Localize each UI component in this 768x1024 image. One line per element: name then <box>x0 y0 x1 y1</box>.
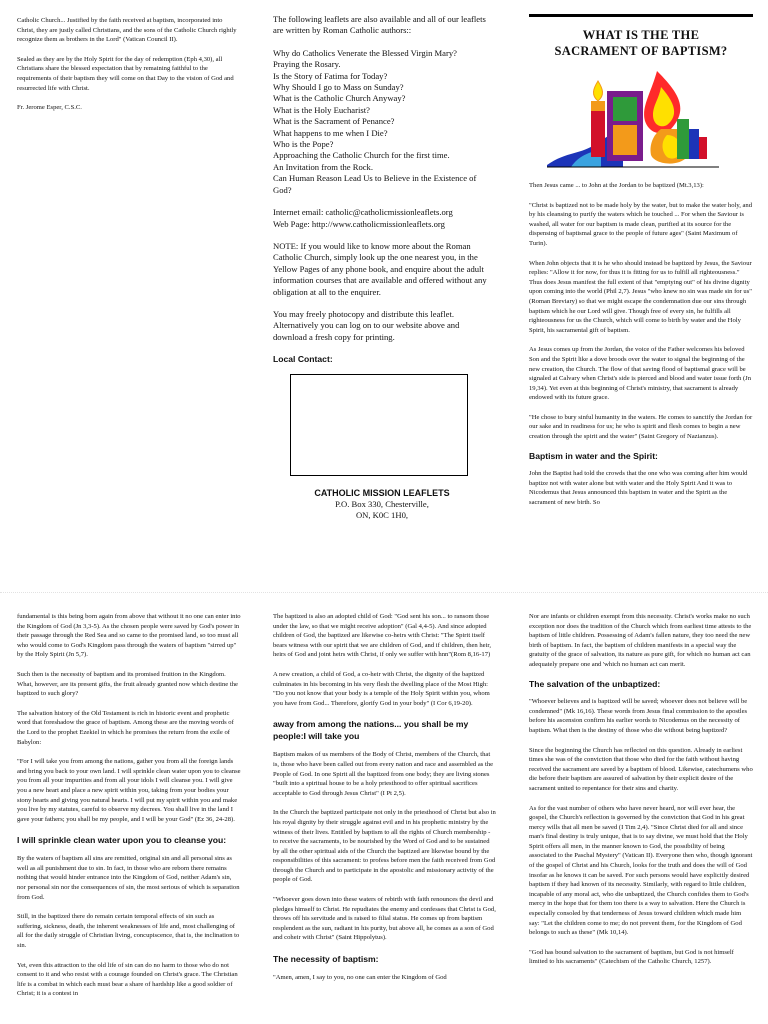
copy-paragraph: You may freely photocopy and distribute this leaflet. Alternatively you can log on to our website above and download a fresh copy for printing. <box>273 308 460 342</box>
local-contact-label: Local Contact: <box>273 354 333 365</box>
candle <box>591 111 605 157</box>
flame-icon <box>593 81 602 101</box>
section-heading: I will sprinkle clean water upon you to cleanse you: <box>17 835 227 846</box>
org-name: CATHOLIC MISSION LEAFLETS <box>314 487 450 498</box>
panel4-para3: The salvation history of the Old Testament is rich in historic event and prophetic word that foreshadow the grace of baptism. Among these are the moving words of the Lord to the prophet Ezekiel in which he promises the return from the exile of Babylon: <box>17 709 234 746</box>
panel3-para2: "Christ is baptized not to be made holy by the water, but to make the water holy, and by his cleansing to purify the waters which he touched ... For when the Saviour is washed, all water for our baptism is made clean, purified at its source for the dispensing of baptismal grace to the people of future ages" (Saint Maximum of Turin). <box>529 201 753 247</box>
panel-3 <box>529 14 753 594</box>
author: Fr. Jerome Esper, C.S.C. <box>17 104 82 112</box>
leaflet-list <box>273 48 491 196</box>
panel5-para5: "Whoever goes down into these waters of rebirth with faith renounces the devil and pledges himself to Christ. He repudiates the enemy and confesses that Christ is God, throws off his servitude and is raised to filial status. He comes up from baptism resplendent as the sun, radiant in his purity, but above all, he comes as a son of God and coheir with Christ" (Saint Hippolytus). <box>273 896 496 942</box>
leaflet-item: Why do Catholics Venerate the Blessed Virgin Mary? <box>273 47 457 58</box>
panel6-para3: Since the beginning the Church has reflected on this question. Already in earliest times she was of the conviction that those who died for the faith without having received the sacrament are saved by a baptism of blood. Likewise, catechumens who die before their baptism are assured of salvation by their explicit desire of the sacrament united to repentance for their sins and charity. <box>529 746 753 792</box>
panel4-para6: Still, in the baptized there do remain certain temporal effects of sin such as suffering, sickness, death, the inherent weaknesses of life and, most challenging of all for the daily struggle of Christian living, concupiscence, that is, the inclination to sin. <box>17 913 240 950</box>
panel6-para1: Nor are infants or children exempt from this necessity. Christ's works make no such exception nor does the tradition of the Church which from earliest time attests to the baptism of little children. Possessing of Adam's fallen nature, they too need the new birth of baptism. In fact, the baptism of children manifests in a special way the gratuity of the grace of salvation, its nature as pure gift, for which no human act can adequately prepare one and 'which no human act can merit. <box>529 613 752 668</box>
panel1-para2: Sealed as they are by the Holy Spirit for the day of redemption (Eph 4,30), all Christians share the blessed expectation that by remaining faithful to the requirements of their baptism they will come on that Day to the vision of God and resurrected life with Christ. <box>17 55 234 92</box>
candle <box>591 101 605 111</box>
leaflet-item: What is the Holy Eucharist? <box>273 104 370 115</box>
baptism-illustration <box>529 63 753 173</box>
panel6-para2: "Whoever believes and is baptized will be saved; whoever does not believe will be condemned" (Mk 16,16). These words from Jesus final commission to the apostles before his ascension confirm his earlier words to Nicodemus on the necessity of baptism. What then is the destiny of those who die without being baptized? <box>529 698 748 734</box>
panel5-para2: A new creation, a child of God, a co-heir with Christ, the dignity of the baptized culminates in his becoming in his very flesh the dwelling place of the Most High: "Do you not know that your body is a temple of the Holy Spirit within you, whom you have from God... Therefore, glorify God in your body" (I Cor 6,19-20). <box>273 670 490 707</box>
panel5-para4: In the Church the baptized participate not only in the priesthood of Christ but also in his royal dignity by their struggle against evil and in his prophetic ministry by the witness of their lives. Entitled by baptism to all the rights of Church membership - to receive the sacraments, to be nourished by the Word of God and to be sustained by all the other spiritual aids of the Church the baptized are likewise bound by the responsibilities of this sacrament: to profess before men the faith received from God through the Church and to participate in the apostolic and missionary activity of the people of God. <box>273 809 496 884</box>
section-heading: The necessity of baptism: <box>273 954 379 965</box>
local-contact-box <box>290 374 468 476</box>
central-panel <box>613 125 637 155</box>
panel-6 <box>529 612 753 1022</box>
leaflet-item: What happens to me when I Die? <box>273 127 388 138</box>
panel5-para6: "Amen, amen, I say to you, no one can enter the Kingdom of God <box>273 974 447 982</box>
panel3-para1: Then Jesus came ... to John at the Jordan to be baptized (Mt.3,13): <box>529 182 704 189</box>
web-line[interactable]: Web Page: http://www.catholicmissionleaflets.org <box>273 218 445 229</box>
leaflet-item: Approaching the Catholic Church for the first time. <box>273 150 450 161</box>
panel-4 <box>17 612 241 1022</box>
panel4-para2: Such then is the necessity of baptism and its promised fruition in the Kingdom. What, however, are its present gifts, the fruit already granted now which destine the baptized to such glory? <box>17 670 238 698</box>
panel6-para5: "God has bound salvation to the sacrament of baptism, but God is not himself limited to his sacraments" (Catechism of the Catholic Church, 1257). <box>529 948 734 966</box>
panel3-para6: John the Baptist had told the crowds that the one who was coming after him would baptize not with water alone but with water and the Holy Spirit And it was to Nicodemus that Jesus announced this baptism in water and the Spirit as the sacrament of new birth. So <box>529 470 748 507</box>
section-heading: The salvation of the unbaptized: <box>529 678 661 689</box>
title-rule <box>529 14 753 17</box>
leaflet-item: An Invitation from the Rock. <box>273 161 374 172</box>
leaflet-item: Why Should I go to Mass on Sunday? <box>273 82 404 93</box>
central-panel <box>613 97 637 121</box>
panel3-para3: When John objects that it is he who should instead be baptized by Jesus, the Saviour replies: "Allow it for now, for thus it is fitting for us to fulfill all righteousness." Thus does Jesus manifest the full extent of that "emptying out" of his divine dignity upon coming into the world (Phil 2,7). Jesus "who knew no sin was made sin for us" (Roman Breviary) so that we might escape the condemnation due our sins through baptism which he our Lord will give. Though free of every sin, he fulfills all righteousness for us the Church, which will come to birth by water and the Holy Spirit, his sacramental gift of baptism. <box>529 259 752 334</box>
leaflet-item: What is the Catholic Church Anyway? <box>273 93 406 104</box>
panel-5 <box>273 612 497 1022</box>
candle <box>677 119 689 159</box>
panel4-para4: "For I will take you from among the nations, gather you from all the foreign lands and bring you back to your own land. I will sprinkle clean water upon you to cleanse you from all your impurities and from all your idols I will cleanse you. I will give you a new heart and place a new spirit within you, taking from your bodies your stony hearts and giving you natural hearts. I will put my spirit within you and make you live by my statutes, careful to observe my decrees. You shall live in the land I gave your fathers; you shall be my people, and I will be your God" (Ez 36, 24-28). <box>17 758 241 823</box>
panel3-para5: "He chose to bury sinful humanity in the waters. He comes to sanctify the Jordan for our sake and in readiness for us; he who is spirit and flesh comes to begin a new creation through the spirit and the water" (Saint Gregory of Nazianzus). <box>529 413 753 441</box>
panel6-para4: As for the vast number of others who have never heard, nor will ever hear, the gospel, the Church's reflection is governed by the conviction that God in his great mercy wills that all men be saved (I Tim 2,4). "Since Christ died for all and since man's final destiny is truly unique, that is to say divine, we must hold that the Holy Spirit offers all men, in the manner known to God, the possibility of being associated to the Paschal Mystery" (Vatican II). Everyone then who, though ignorant of the gospel of Christ and his Church, looks for the truth and does the will of God insofar as he knows it can be saved. For such persons would have explicitly desired baptism if they had known of its necessity. Similarly, with regard to little children, incapable of any moral act, who die unbaptized, the Church confides them to God's mercy in the hope that for them too there is a way to salvation. Here the Church is especially consoled by that tenderness of Jesus toward children which made him say: "Let the children come to me; do not prevent them, for the Kingdom of God belongs to such as these" (Mk 10,14). <box>529 804 753 937</box>
candle <box>699 137 707 159</box>
panel3-para4: As Jesus comes up from the Jordan, the voice of the Father welcomes his beloved Son and the Spirit like a dove broods over the water to signal the beginning of the new creation, the Church. The flow of that saving flood of baptismal grace will be signaled at Calvary when Christ's side is pierced and blood and water issue forth (Jn 19,34). Yet even at this beginning of Christ's ministry, that sacrament is already endowed with its future grace. <box>529 346 752 402</box>
panel4-para1: fundamental is this being born again from above that without it no one can enter into the Kingdom of God (Jn 3,3-5). As the chosen people were saved by God's power in their passage through the Red Sea and so came to the promised land, so too must all who would come to God's Kingdom pass through the waters of baptism "sirred up" by the Holy Spirit (Jn 5,7). <box>17 613 241 659</box>
candle <box>689 129 699 159</box>
panel5-para3: Baptism makes of us members of the Body of Christ, members of the Church, that is, those who have been called out from every nation and race and assembled as the People of God. In one Spirit all the baptized from one body; they are living stones "built into a spiritual house to be a holy priesthood to offer spiritual sacrifices acceptable to God through Jesus Christ" (I Pt 2,5). <box>273 751 494 797</box>
panel-1 <box>17 16 241 176</box>
address-line-1: P.O. Box 330, Chesterville, <box>335 498 429 509</box>
title-line-1: WHAT IS THE THE <box>582 28 700 42</box>
leaflet-item: Is the Story of Fatima for Today? <box>273 70 388 81</box>
panel5-para1: The baptized is also an adopted child of God: "God sent his son... to ransom those under the law, so that we might receive adoption" (Gal 4,4-5). And since adopted children of God, the baptized are likewise co-heirs with Christ: "The Spirit itself bears witness with our spirit that we are children of God, and if children, then heir, heirs of God and joint heirs with Christ, if only we suffer with hnn"(Rom 8,16-17) <box>273 613 491 659</box>
title-line-2: SACRAMENT OF BAPTISM? <box>554 44 728 58</box>
leaflet-item: Can Human Reason Lead Us to Believe in the Existence of God? <box>273 173 477 195</box>
leaflet-item: Praying the Rosary. <box>273 59 341 70</box>
leaflets-intro: The following leaflets are also available and all of our leaflets are written by Roman Catholic authors:: <box>273 14 486 36</box>
panel4-para7: Yet, even this attraction to the old life of sin can do no harm to those who do not consent to it and who resist with a courage founded on Christ's grace. The Christian life is a combat in which each must bear a share of hardship like a good soldier of Christ; it is a contest in <box>17 961 238 998</box>
address-line-2: ON, K0C 1H0, <box>355 510 409 521</box>
section-heading: away from among the nations... you shall be my people:I will take you <box>273 719 469 742</box>
leaflet-item: Who is the Pope? <box>273 139 334 150</box>
panel-2 <box>273 14 491 594</box>
section-heading: Baptism in water and the Spirit: <box>529 450 658 461</box>
email-line[interactable]: Internet email: catholic@catholicmissionleaflets.org <box>273 207 453 218</box>
note-paragraph: NOTE: If you would like to know more about the Roman Catholic Church, simply look up the one nearest you, in the Yellow Pages of any phone book, and enquire about the adult information courses that are available and offered without any obligation at all to the enquirer. <box>273 240 487 297</box>
panel1-para1: Catholic Church... Justified by the faith received at baptism, incorporated into Christ, they are justly called Christians, and the sons of the Catholic Church rightly recognize them as brothers in the Lord" (Vatican Council II). <box>17 17 237 44</box>
panel4-para5: By the waters of baptism all sins are remitted, original sin and all personal sins as well as all punishment due to sin. In fact, in those who are reborn there remains nothing that would hinder entrance into the Kingdom of God, neither Adam's sin, nor personal sin nor the consequences of sin, the most serious of which is separation from God. <box>17 855 240 901</box>
leaflet-item: What is the Sacrament of Penance? <box>273 116 395 127</box>
